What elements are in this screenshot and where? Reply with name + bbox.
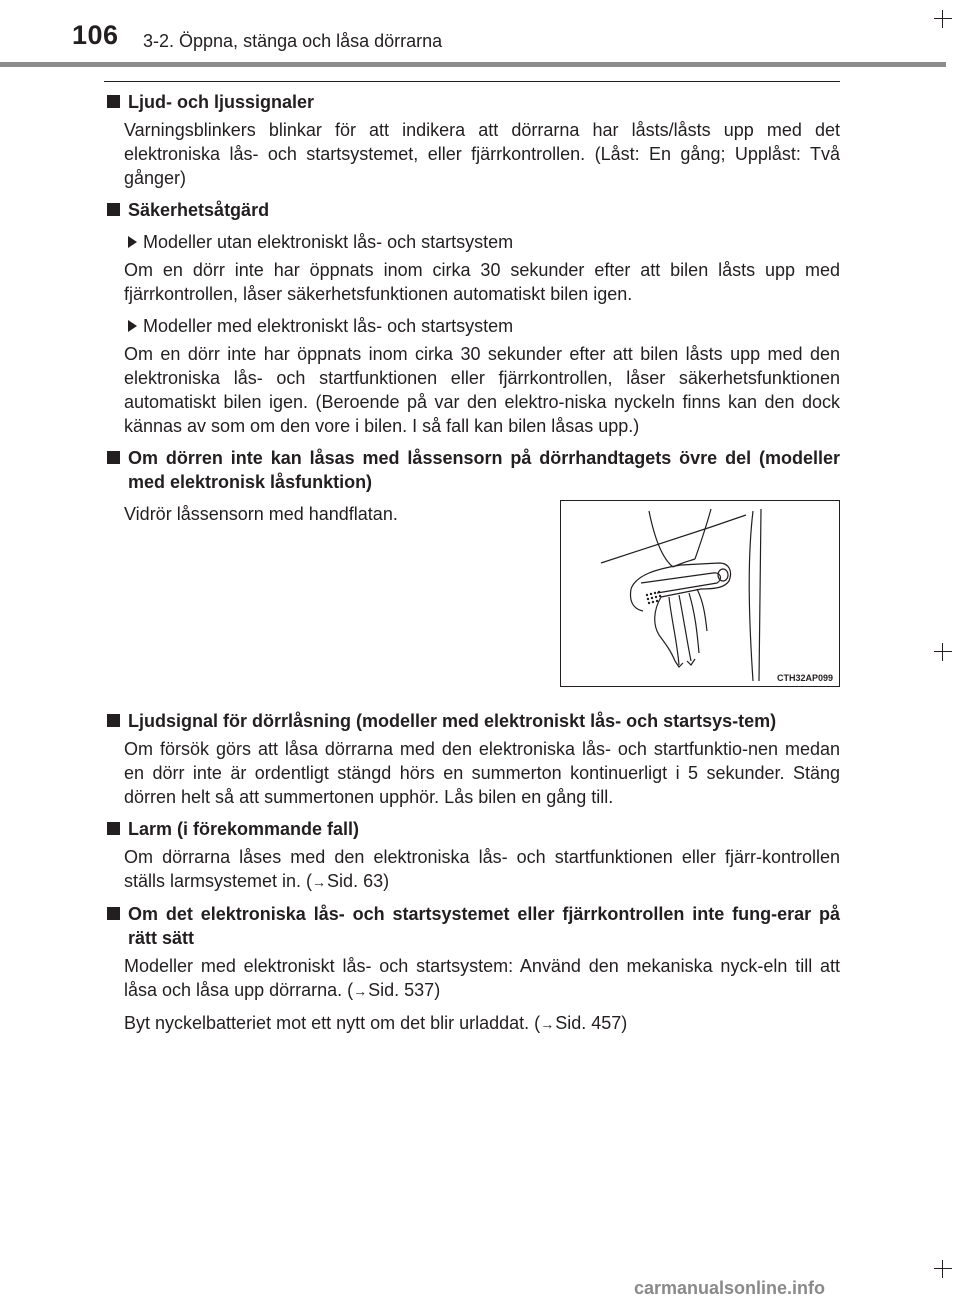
triangle-bullet-icon	[128, 320, 137, 332]
section-body: Modeller med elektroniskt lås- och startsystem: Använd den mekaniska nyck-eln till att låsa och låsa upp dörrarna. (→Sid. 537)	[124, 954, 840, 1003]
figure-row	[124, 500, 840, 701]
hand-on-door-handle-icon	[561, 501, 839, 686]
section-body: Varningsblinkers blinkar för att indikera att dörrarna har låsts/låsts upp med det elektroniska lås- och startsystemet, eller fjärrkontrollen. (Låst: En gång; Upplåst: Två gånger)	[124, 120, 840, 188]
section-door-lock-buzzer	[104, 709, 840, 809]
section-heading: Ljud- och ljussignaler	[104, 90, 840, 114]
section-heading: Om dörren inte kan låsas med låssensorn på dörrhandtagets övre del (modeller med elektronisk låsfunktion)	[104, 446, 840, 494]
square-bullet-icon	[107, 95, 120, 108]
section-alarm	[104, 817, 840, 894]
triangle-bullet-icon	[128, 236, 137, 248]
header-rule	[0, 62, 946, 67]
section-heading: Larm (i förekommande fall)	[104, 817, 840, 841]
section-sound-light-signals	[104, 90, 840, 190]
page-reference-link[interactable]: Sid. 63)	[327, 871, 390, 891]
top-rule	[104, 81, 840, 82]
section-safety-measure	[104, 198, 840, 438]
watermark: carmanualsonline.info	[634, 1278, 826, 1298]
crop-mark-middle-right	[934, 643, 952, 661]
page-reference-arrow-icon: →	[353, 983, 368, 999]
square-bullet-icon	[107, 203, 120, 216]
door-handle-illustration	[560, 500, 840, 687]
square-bullet-icon	[107, 822, 120, 835]
section-heading: Ljudsignal för dörrlåsning (modeller med elektroniskt lås- och startsys-tem)	[104, 709, 840, 733]
page-reference-arrow-icon: →	[312, 874, 327, 890]
crop-mark-bottom-right	[934, 1260, 952, 1278]
chapter-title: 3-2. Öppna, stänga och låsa dörrarna	[143, 31, 443, 51]
section-body: Om försök görs att låsa dörrarna med den elektroniska lås- och startfunktio-nen medan en dörr inte är ordentligt stängd hörs en summerton kontinuerligt i 5 sekunder. Stäng dörren helt så att summertonen upphör. Lås bilen en gång till.	[124, 739, 840, 807]
section-body: Byt nyckelbatteriet mot ett nytt om det blir urladdat. (→Sid. 457)	[124, 1011, 840, 1036]
section-malfunction	[104, 902, 840, 1036]
square-bullet-icon	[107, 714, 120, 727]
page-content	[104, 90, 840, 1044]
section-lock-sensor	[104, 446, 840, 701]
crop-mark-top-right	[934, 10, 952, 28]
square-bullet-icon	[107, 907, 120, 920]
subheading-without-smart-entry: Modeller utan elektroniskt lås- och startsystem	[124, 230, 840, 254]
page-reference-link[interactable]: Sid. 457)	[555, 1013, 628, 1033]
section-body: Om dörrarna låses med den elektroniska lås- och startfunktionen eller fjärr-kontrollen ställs larmsystemet in. (→Sid. 63)	[124, 845, 840, 894]
section-body: Vidrör låssensorn med handflatan.	[124, 504, 398, 524]
figure-code: CTH32AP099	[776, 673, 833, 683]
section-body: Om en dörr inte har öppnats inom cirka 30 sekunder efter att bilen låsts upp med fjärrkontrollen, låser säkerhetsfunktionen automatiskt bilen igen.	[124, 260, 840, 304]
section-heading: Säkerhetsåtgärd	[104, 198, 840, 222]
section-heading: Om det elektroniska lås- och startsystemet eller fjärrkontrollen inte fung-erar på rätt sätt	[104, 902, 840, 950]
section-body: Om en dörr inte har öppnats inom cirka 30 sekunder efter att bilen låsts upp med den elektroniska lås- och startfunktionen eller fjärrkontrollen, låser säkerhetsfunktionen automatiskt bilen igen. (Beroende på var den elektro-niska nyckeln finns kan den dock kännas av som om den vore i bilen. I så fall kan bilen låsas upp.)	[124, 344, 840, 436]
page-number: 106	[72, 20, 119, 50]
subheading-with-smart-entry: Modeller med elektroniskt lås- och startsystem	[124, 314, 840, 338]
square-bullet-icon	[107, 451, 120, 464]
page-reference-arrow-icon: →	[540, 1016, 555, 1032]
page-reference-link[interactable]: Sid. 537)	[368, 980, 441, 1000]
